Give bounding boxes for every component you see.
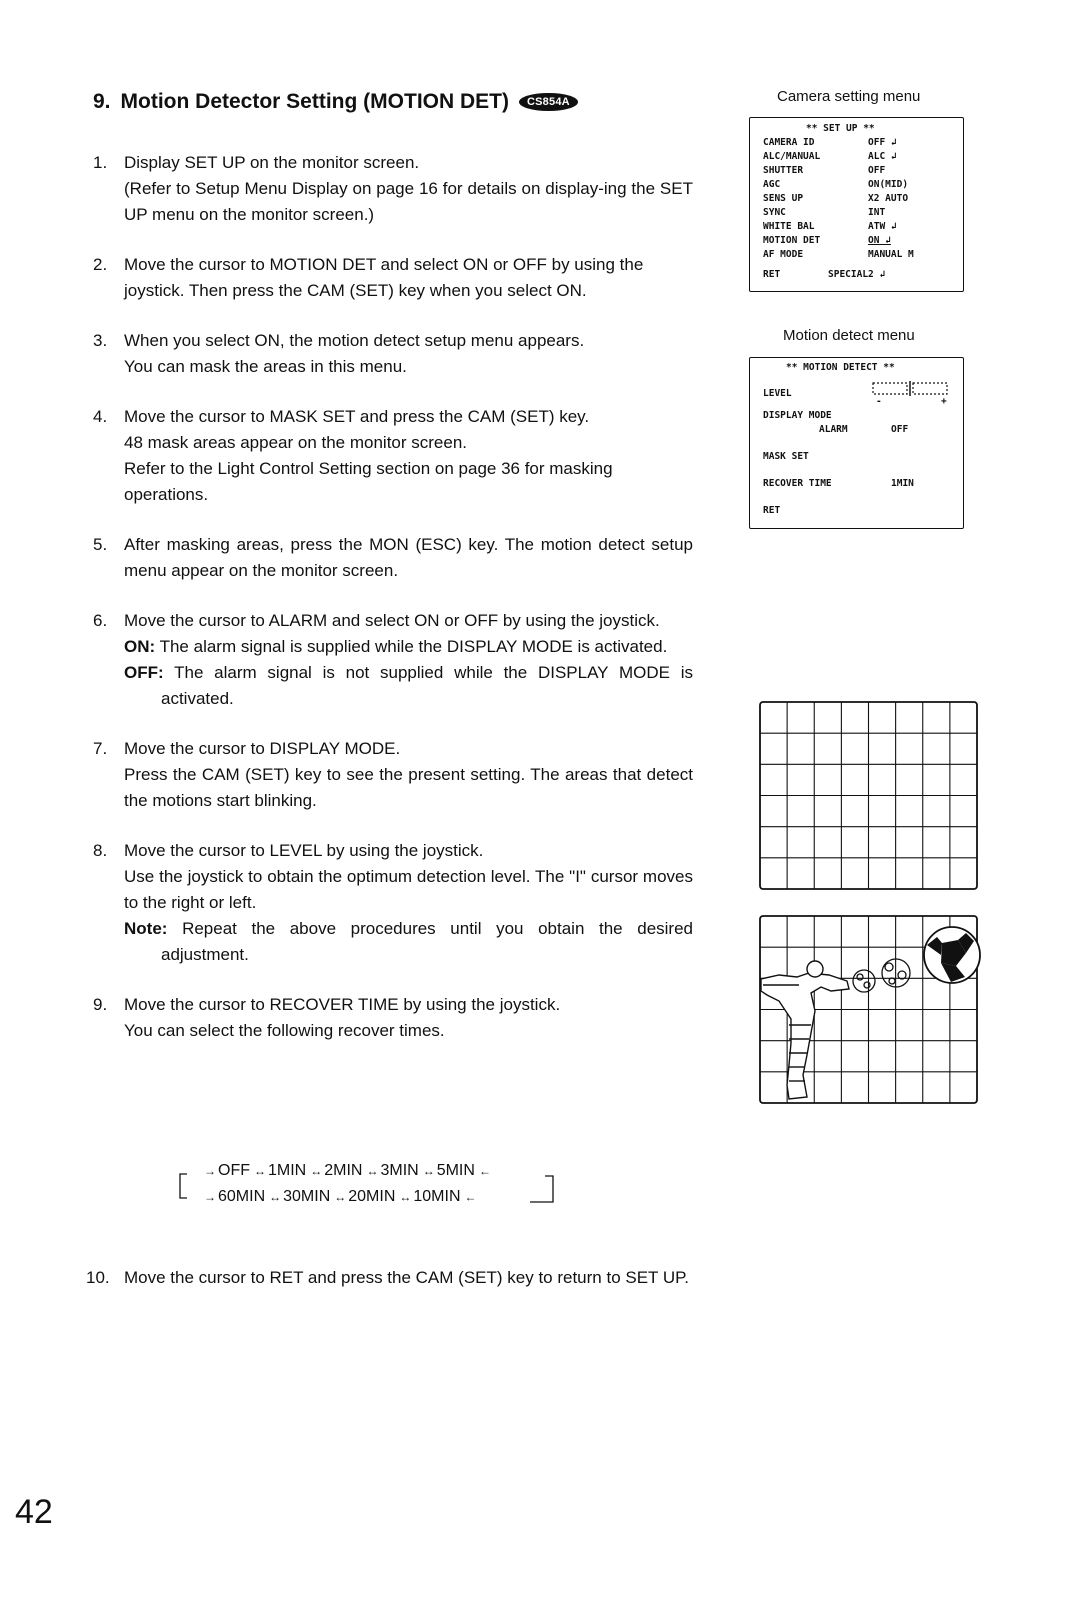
menu-row-label: CAMERA ID: [763, 137, 815, 148]
menu-row[interactable]: [750, 150, 963, 164]
menu-row-label: LEVEL: [763, 388, 792, 399]
step-6: [93, 608, 693, 712]
menu-row-label: SENS UP: [763, 193, 804, 204]
steps-list-end: [86, 1265, 693, 1315]
cycle-row-top: [200, 1162, 493, 1180]
step-1: [93, 150, 693, 228]
step-number: 6.: [93, 611, 108, 630]
cycle-option: OFF: [218, 1162, 250, 1179]
step-text: Move the cursor to ALARM and select ON or OFF by using the joystick.: [124, 611, 660, 630]
model-badge: CS854A: [519, 93, 578, 111]
cycle-option: 1MIN: [268, 1162, 307, 1179]
menu-row[interactable]: [750, 234, 963, 248]
step-text: You can select the following recover times.: [124, 1021, 445, 1040]
soccer-ball-icon: [924, 927, 980, 983]
menu-row-value: ALC ↲: [868, 151, 897, 162]
menu-row[interactable]: [750, 409, 963, 423]
cycle-option: 3MIN: [380, 1162, 419, 1179]
level-scale-row: [750, 396, 963, 409]
step-number: 5.: [93, 535, 108, 554]
level-bar-icon: [872, 381, 950, 397]
arrow-right-icon: →: [204, 1190, 214, 1204]
menu-row[interactable]: [750, 450, 963, 464]
menu-row-value: SPECIAL2 ↲: [828, 269, 886, 280]
arrow-left-icon: ←: [478, 1164, 489, 1178]
camera-menu-caption: Camera setting menu: [777, 88, 921, 105]
section-number: 9.: [93, 90, 111, 113]
step-text: Move the cursor to LEVEL by using the joystick.: [124, 841, 484, 860]
step-note: [124, 634, 693, 660]
cycle-option: 20MIN: [348, 1188, 396, 1205]
step-text: Move the cursor to RET and press the CAM (SET) key to return to SET UP.: [124, 1268, 690, 1287]
menu-row-value: 1MIN: [891, 478, 914, 489]
double-arrow-icon: ↔: [310, 1164, 321, 1178]
step-number: 1.: [93, 153, 108, 172]
step-text: When you select ON, the motion detect setup menu appears.: [124, 331, 585, 350]
note-label: OFF:: [124, 663, 164, 682]
motion-menu-caption: Motion detect menu: [783, 327, 915, 344]
step-note: [124, 916, 693, 968]
arrow-right-icon: →: [204, 1164, 214, 1178]
double-arrow-icon: ↔: [334, 1190, 345, 1204]
arrow-left-icon: ←: [464, 1190, 475, 1204]
menu-header-row: [750, 361, 963, 375]
double-arrow-icon: ↔: [422, 1164, 433, 1178]
menu-row-value: X2 AUTO: [868, 193, 909, 204]
level-bar[interactable]: [872, 381, 950, 402]
step-text: Move the cursor to MASK SET and press the CAM (SET) key.: [124, 407, 590, 426]
step-2: [93, 252, 693, 304]
menu-row[interactable]: [750, 220, 963, 234]
step-4: [93, 404, 693, 508]
double-arrow-icon: ↔: [254, 1164, 264, 1178]
mask-grid: [759, 701, 979, 891]
menu-row-label: AF MODE: [763, 249, 804, 260]
menu-row[interactable]: [750, 423, 963, 437]
step-text: You can mask the areas in this menu.: [124, 357, 407, 376]
level-minus: -: [876, 396, 882, 407]
step-text: 48 mask areas appear on the monitor screen.: [124, 433, 468, 452]
note-text: The alarm signal is not supplied while the DISPLAY MODE is activated.: [161, 663, 693, 708]
menu-row[interactable]: [750, 477, 963, 491]
menu-header: ** MOTION DETECT **: [786, 362, 895, 373]
step-10: [86, 1265, 693, 1291]
menu-row[interactable]: [750, 136, 963, 150]
step-text: Move the cursor to DISPLAY MODE.: [124, 739, 401, 758]
section-title: Motion Detector Setting (MOTION DET): [120, 90, 509, 113]
menu-header-row: [750, 122, 963, 136]
note-label: Note:: [124, 919, 168, 938]
cycle-option: 60MIN: [218, 1188, 266, 1205]
menu-row-value: ON(MID): [868, 179, 909, 190]
cycle-option: 10MIN: [413, 1188, 461, 1205]
step-number: 3.: [93, 331, 108, 350]
step-number: 8.: [93, 841, 108, 860]
cycle-option: 30MIN: [283, 1188, 331, 1205]
menu-row-value: MANUAL M: [868, 249, 914, 260]
cycle-option: 2MIN: [324, 1162, 363, 1179]
soccer-player-icon: [761, 961, 849, 1099]
step-number: 10.: [86, 1268, 110, 1287]
menu-row[interactable]: [750, 248, 963, 262]
step-text: Move the cursor to RECOVER TIME by using the joystick.: [124, 995, 561, 1014]
moving-ball-icon: [853, 959, 910, 992]
cycle-row-bottom: [200, 1188, 479, 1206]
menu-row-value: ON ↲: [868, 235, 891, 246]
step-number: 4.: [93, 407, 108, 426]
menu-row-value: ATW ↲: [868, 221, 897, 232]
menu-row-label: WHITE BAL: [763, 221, 815, 232]
menu-row-value: INT: [868, 207, 886, 218]
step-text: Use the joystick to obtain the optimum detection level. The "I" cursor moves to the right or left.: [124, 867, 693, 912]
step-3: [93, 328, 693, 380]
step-9: [93, 992, 693, 1044]
menu-row-label: DISPLAY MODE: [763, 410, 832, 421]
motion-detect-menu: [749, 357, 964, 529]
double-arrow-icon: ↔: [366, 1164, 377, 1178]
menu-row-value: OFF: [891, 424, 909, 435]
step-text: (Refer to Setup Menu Display on page 16 for details on display-ing the SET UP menu on the monitor screen.): [124, 179, 693, 224]
step-number: 7.: [93, 739, 108, 758]
steps-list: [93, 150, 693, 1068]
motion-grid-illustration: [759, 915, 979, 1105]
step-text: Display SET UP on the monitor screen.: [124, 153, 420, 172]
menu-row-label: RECOVER TIME: [763, 478, 832, 489]
step-note: [124, 660, 693, 712]
menu-header: ** SET UP **: [806, 123, 875, 134]
note-label: ON:: [124, 637, 156, 656]
menu-row[interactable]: [750, 178, 963, 192]
menu-row[interactable]: [750, 268, 963, 282]
menu-row-value: OFF ↲: [868, 137, 897, 148]
double-arrow-icon: ↔: [269, 1190, 280, 1204]
camera-setting-menu: [749, 117, 964, 292]
menu-row[interactable]: [750, 192, 963, 206]
page-number: 42: [15, 1493, 53, 1531]
step-text: Press the CAM (SET) key to see the present setting. The areas that detect the motions start blinking.: [124, 765, 693, 810]
note-text: The alarm signal is supplied while the DISPLAY MODE is activated.: [159, 637, 668, 656]
step-text: Refer to the Light Control Setting section on page 36 for masking operations.: [124, 459, 613, 504]
step-number: 2.: [93, 255, 108, 274]
menu-row-label: ALC/MANUAL: [763, 151, 821, 162]
level-plus: +: [941, 396, 947, 407]
menu-row[interactable]: [750, 164, 963, 178]
menu-row[interactable]: [750, 206, 963, 220]
menu-row-label: ALARM: [819, 424, 848, 435]
step-5: [93, 532, 693, 584]
menu-row-label: RET: [763, 269, 781, 280]
menu-row-label: RET: [763, 505, 781, 516]
step-8: [93, 838, 693, 968]
step-number: 9.: [93, 995, 108, 1014]
step-7: [93, 736, 693, 814]
step-text: Move the cursor to MOTION DET and select ON or OFF by using the joystick. Then press the CAM (SET) key when you select ON.: [124, 255, 644, 300]
double-arrow-icon: ↔: [399, 1190, 410, 1204]
menu-row-level[interactable]: [750, 387, 963, 401]
menu-row-label: SYNC: [763, 207, 786, 218]
menu-row-label: SHUTTER: [763, 165, 804, 176]
section-heading: [93, 90, 578, 114]
menu-row-label: MASK SET: [763, 451, 809, 462]
menu-row[interactable]: [750, 504, 963, 518]
menu-row-label: MOTION DET: [763, 235, 821, 246]
note-text: Repeat the above procedures until you obtain the desired adjustment.: [161, 919, 693, 964]
step-text: After masking areas, press the MON (ESC) key. The motion detect setup menu appear on the monitor screen.: [124, 535, 693, 580]
cycle-option: 5MIN: [436, 1162, 475, 1179]
menu-row-label: AGC: [763, 179, 781, 190]
menu-row-value: OFF: [868, 165, 886, 176]
